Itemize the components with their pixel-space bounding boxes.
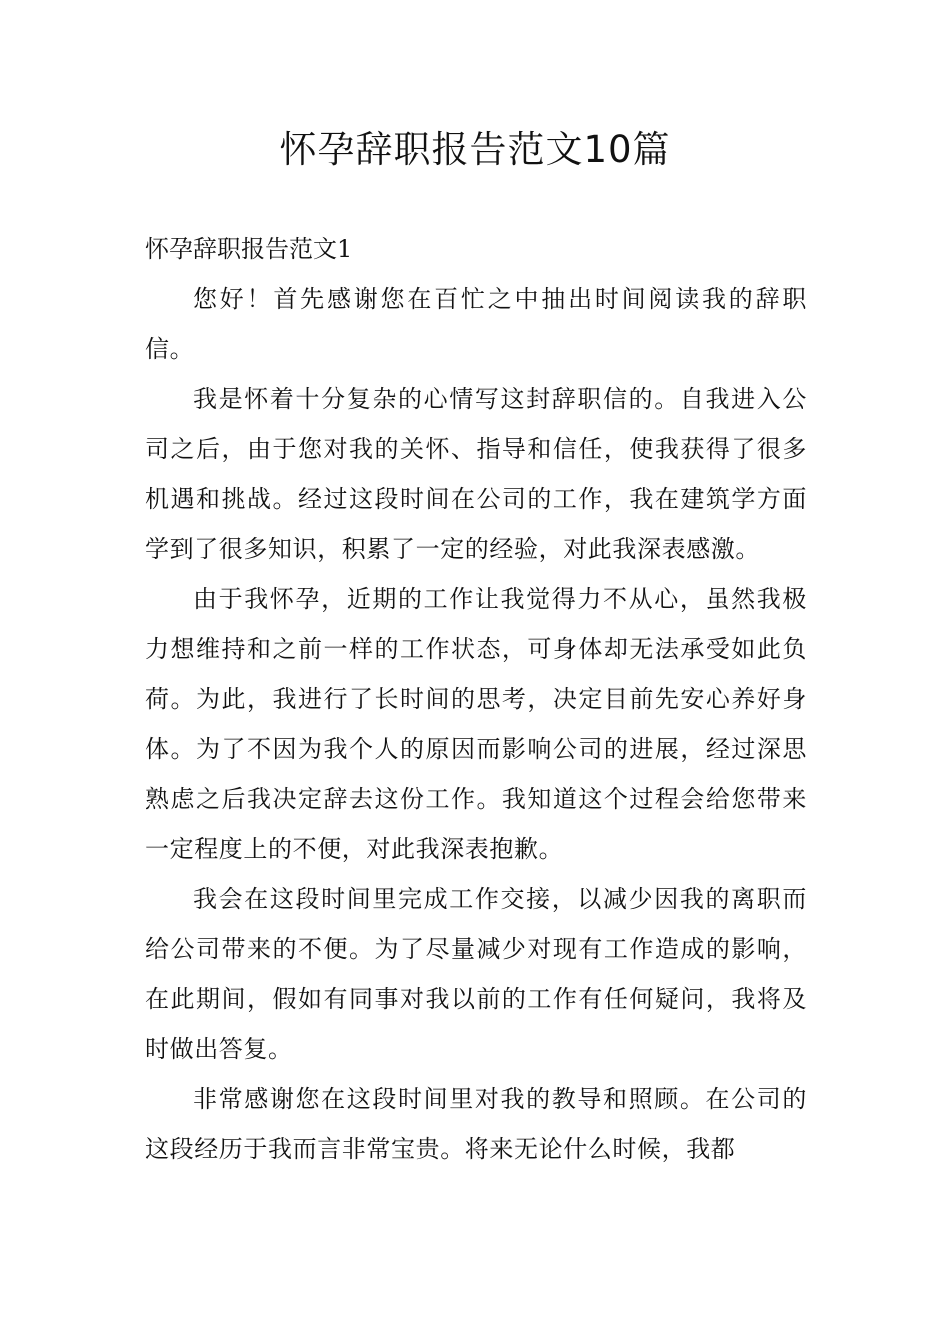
document-body — [145, 224, 807, 1174]
paragraph-greeting: 您好！首先感谢您在百忙之中抽出时间阅读我的辞职信。 — [145, 285, 807, 363]
paragraph-thanks: 非常感谢您在这段时间里对我的教导和照顾。在公司的这段经历于我而言非常宝贵。将来无论什么时候，我都 — [145, 1085, 807, 1163]
paragraph-gratitude: 我是怀着十分复杂的心情写这封辞职信的。自我进入公司之后，由于您对我的关怀、指导和信任，使我获得了很多机遇和挑战。经过这段时间在公司的工作，我在建筑学方面学到了很多知识，积累了一定的经验，对此我深表感激。 — [145, 385, 807, 563]
paragraph-reason: 由于我怀孕，近期的工作让我觉得力不从心，虽然我极力想维持和之前一样的工作状态，可身体却无法承受如此负荷。为此，我进行了长时间的思考，决定目前先安心养好身体。为了不因为我个人的原因而影响公司的进展，经过深思熟虑之后我决定辞去这份工作。我知道这个过程会给您带来一定程度上的不便，对此我深表抱歉。 — [145, 585, 807, 863]
document-title: 怀孕辞职报告范文10篇 — [279, 128, 671, 171]
paragraph-handover: 我会在这段时间里完成工作交接，以减少因我的离职而给公司带来的不便。为了尽量减少对现有工作造成的影响，在此期间，假如有同事对我以前的工作有任何疑问，我将及时做出答复。 — [145, 885, 807, 1063]
section-heading: 怀孕辞职报告范文1 — [145, 235, 353, 263]
